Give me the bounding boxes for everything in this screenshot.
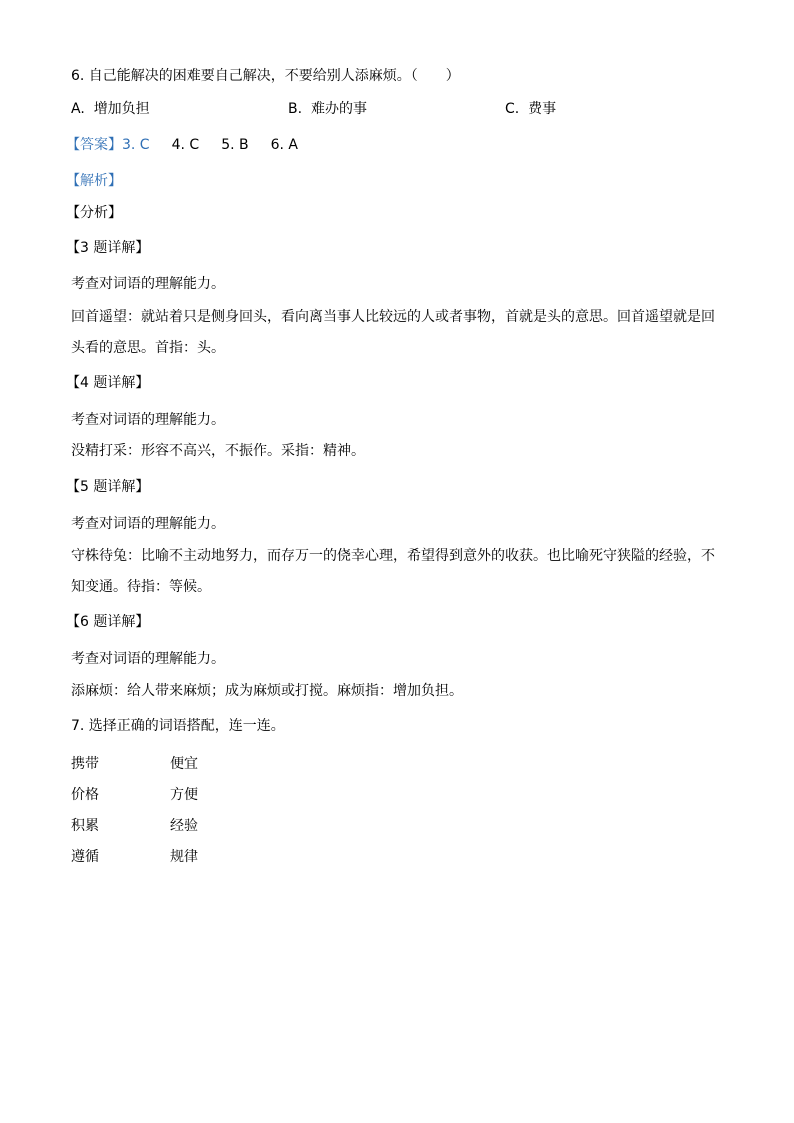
option-c-text: 费事 xyxy=(528,101,557,117)
section-line: 知变通。待指：等候。 xyxy=(71,579,211,595)
option-b-text: 难办的事 xyxy=(310,101,367,117)
section-line: 没精打采：形容不高兴，不振作。采指：精神。 xyxy=(71,443,365,459)
analysis-tag: 【解析】 xyxy=(66,173,122,189)
match-left-item: 积累 xyxy=(71,818,99,834)
question-7-stem: 7. 选择正确的词语搭配，连一连。 xyxy=(71,718,285,734)
option-a-label: A. xyxy=(71,101,85,117)
answer-item: 4. C xyxy=(171,137,200,153)
answer-line xyxy=(66,135,320,155)
section-title: 【3 题详解】 xyxy=(66,240,150,256)
analysis-fenxi: 【分析】 xyxy=(66,205,122,221)
option-c xyxy=(505,99,556,119)
section-intro: 考查对词语的理解能力。 xyxy=(71,516,225,532)
match-right-item: 便宜 xyxy=(170,756,198,772)
option-a-text: 增加负担 xyxy=(93,101,150,117)
section-intro: 考查对词语的理解能力。 xyxy=(71,276,225,292)
section-title: 【5 题详解】 xyxy=(66,479,150,495)
answer-item: 6. A xyxy=(270,137,298,153)
option-b xyxy=(288,99,367,119)
match-left-item: 价格 xyxy=(71,787,99,803)
section-line: 添麻烦：给人带来麻烦；成为麻烦或打搅。麻烦指：增加负担。 xyxy=(71,683,463,699)
section-title: 【4 题详解】 xyxy=(66,375,150,391)
match-left-item: 携带 xyxy=(71,756,99,772)
section-title: 【6 题详解】 xyxy=(66,614,150,630)
section-line: 头看的意思。首指：头。 xyxy=(71,340,225,356)
option-a xyxy=(71,99,150,119)
section-line: 守株待兔：比喻不主动地努力，而存万一的侥幸心理，希望得到意外的收获。也比喻死守狭隘的经验，不 xyxy=(71,548,715,564)
answer-item: 5. B xyxy=(221,137,249,153)
section-intro: 考查对词语的理解能力。 xyxy=(71,412,225,428)
match-right-item: 经验 xyxy=(170,818,198,834)
section-intro: 考查对词语的理解能力。 xyxy=(71,651,225,667)
match-left-item: 遵循 xyxy=(71,849,99,865)
answer-item: 3. C xyxy=(122,137,150,153)
match-right-item: 方便 xyxy=(170,787,198,803)
option-c-label: C. xyxy=(505,101,520,117)
option-b-label: B. xyxy=(288,101,303,117)
section-line: 回首遥望：就站着只是侧身回头，看向离当事人比较远的人或者事物，首就是头的意思。回首遥望就是回 xyxy=(71,309,715,325)
answer-tag: 【答案】 xyxy=(66,137,122,153)
question-6-stem: 6. 自己能解决的困难要自己解决，不要给别人添麻烦。（ ） xyxy=(71,68,460,84)
match-right-item: 规律 xyxy=(170,849,198,865)
